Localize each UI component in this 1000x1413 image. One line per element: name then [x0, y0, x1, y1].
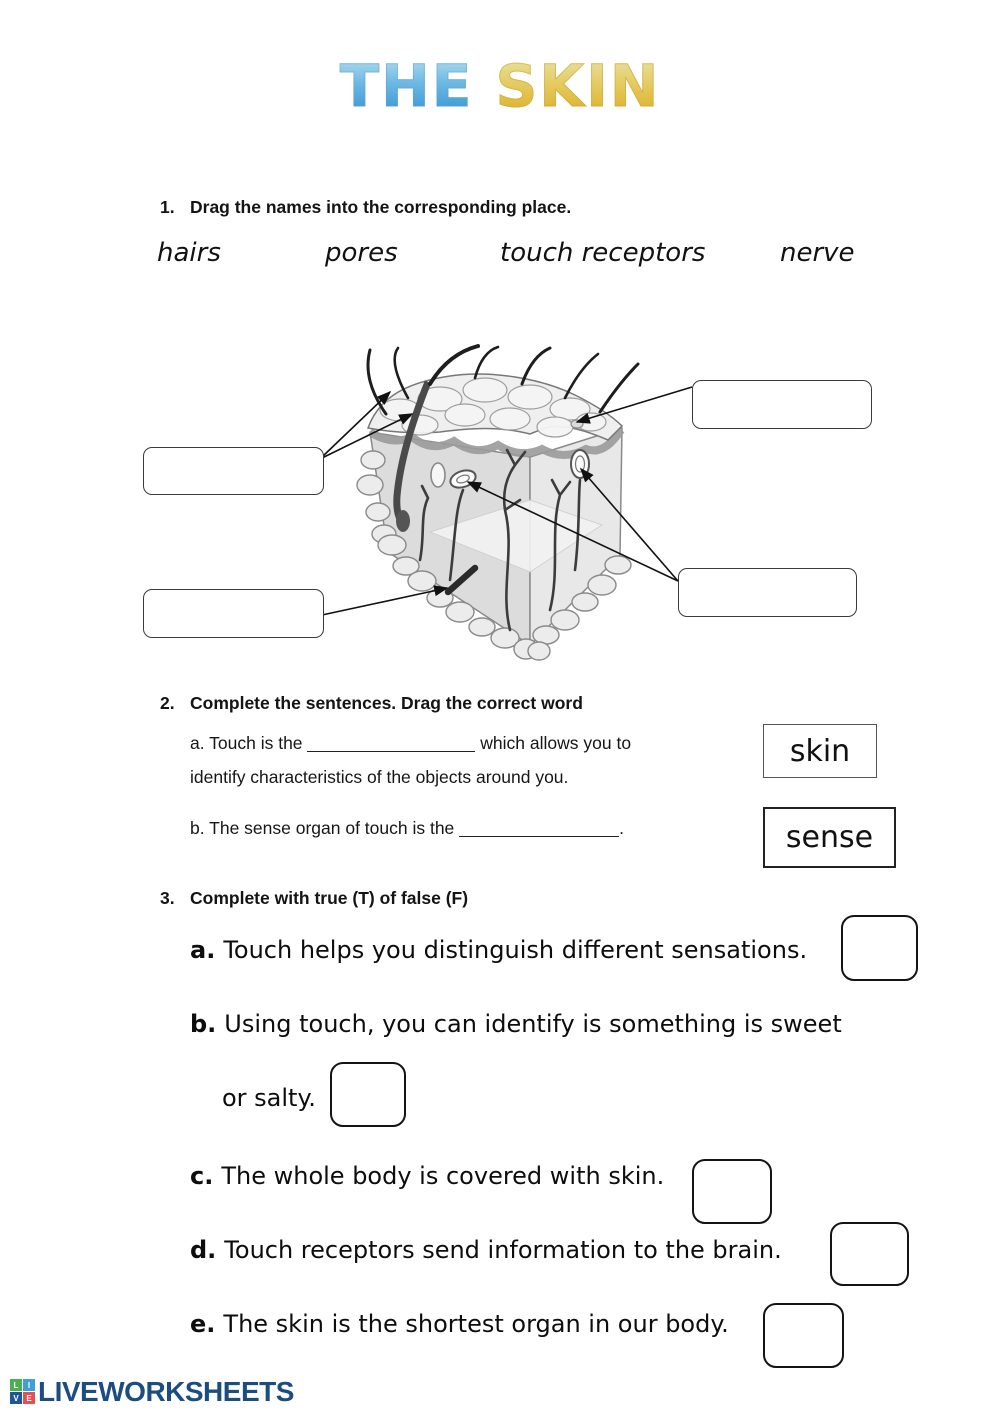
q3-text-b: Using touch, you can identify is something is sweet	[224, 1010, 842, 1038]
q3-letter-e: e.	[190, 1310, 216, 1338]
q3-statement-d	[190, 1236, 782, 1264]
q3-statement-b-line2: or salty.	[222, 1084, 316, 1112]
q3-letter-d: d.	[190, 1236, 217, 1264]
q2-sentence-a-line2: identify characteristics of the objects around you.	[190, 767, 569, 787]
logo-square-e: E	[23, 1392, 35, 1404]
diagram-drop-box-bottom-left[interactable]	[143, 589, 324, 638]
question2-text: Complete the sentences. Drag the correct word	[190, 693, 583, 713]
q3-text-a: Touch helps you distinguish different sensations.	[223, 936, 808, 964]
drag-word-hairs[interactable]: hairs	[157, 238, 221, 268]
q3-text-d: Touch receptors send information to the brain.	[224, 1236, 782, 1264]
drag-word-touch-receptors[interactable]: touch receptors	[500, 238, 706, 268]
q2-b-suffix: .	[619, 818, 625, 838]
q3-statement-b	[190, 1010, 842, 1038]
diagram-drop-box-left[interactable]	[143, 447, 324, 495]
title-the: THE	[339, 52, 496, 120]
q3-letter-b: b.	[190, 1010, 217, 1038]
question1-number: 1.	[160, 197, 175, 217]
q2-b-prefix: b. The sense organ of touch is the	[190, 818, 455, 838]
q2-answer-blank-a[interactable]	[307, 734, 475, 752]
diagram-drop-box-bottom-right[interactable]	[678, 568, 857, 617]
page-title	[0, 52, 1000, 120]
logo-square-v: V	[10, 1392, 22, 1404]
q2-sentence-b	[190, 818, 624, 839]
q3-statement-c	[190, 1162, 664, 1190]
drag-word-pores[interactable]: pores	[325, 238, 398, 268]
tf-box-d[interactable]	[830, 1222, 909, 1286]
drag-word-nerve[interactable]: nerve	[780, 238, 855, 268]
question3-text: Complete with true (T) of false (F)	[190, 888, 469, 908]
question3-number: 3.	[160, 888, 175, 908]
word-card-sense[interactable]: sense	[763, 807, 896, 868]
logo-square-i: I	[23, 1379, 35, 1391]
q3-letter-c: c.	[190, 1162, 214, 1190]
q2-answer-blank-b[interactable]	[459, 819, 619, 837]
question2-number: 2.	[160, 693, 175, 713]
q3-text-e: The skin is the shortest organ in our body.	[223, 1310, 729, 1338]
tf-box-e[interactable]	[763, 1303, 844, 1368]
title-skin: SKIN	[495, 52, 661, 120]
brand-text: LIVEWORKSHEETS	[38, 1376, 294, 1407]
q3-letter-a: a.	[190, 936, 216, 964]
tf-box-a[interactable]	[841, 915, 918, 981]
q2-sentence-a-line1	[190, 733, 631, 754]
question2-heading	[160, 693, 583, 714]
tf-box-b[interactable]	[330, 1062, 406, 1127]
question1-text: Drag the names into the corresponding place.	[190, 197, 572, 217]
word-card-skin[interactable]: skin	[763, 724, 877, 778]
q3-statement-a	[190, 936, 807, 964]
diagram-drop-box-top-right[interactable]	[692, 380, 872, 429]
logo-squares	[10, 1379, 35, 1404]
question3-heading	[160, 888, 468, 909]
q2-a-suffix: which allows you to	[480, 733, 632, 753]
tf-box-c[interactable]	[692, 1159, 772, 1224]
liveworksheets-logo	[10, 1376, 294, 1408]
question1-heading	[160, 197, 571, 218]
q3-statement-e	[190, 1310, 729, 1338]
q2-a-prefix: a. Touch is the	[190, 733, 303, 753]
q3-text-c: The whole body is covered with skin.	[221, 1162, 665, 1190]
logo-square-l: L	[10, 1379, 22, 1391]
